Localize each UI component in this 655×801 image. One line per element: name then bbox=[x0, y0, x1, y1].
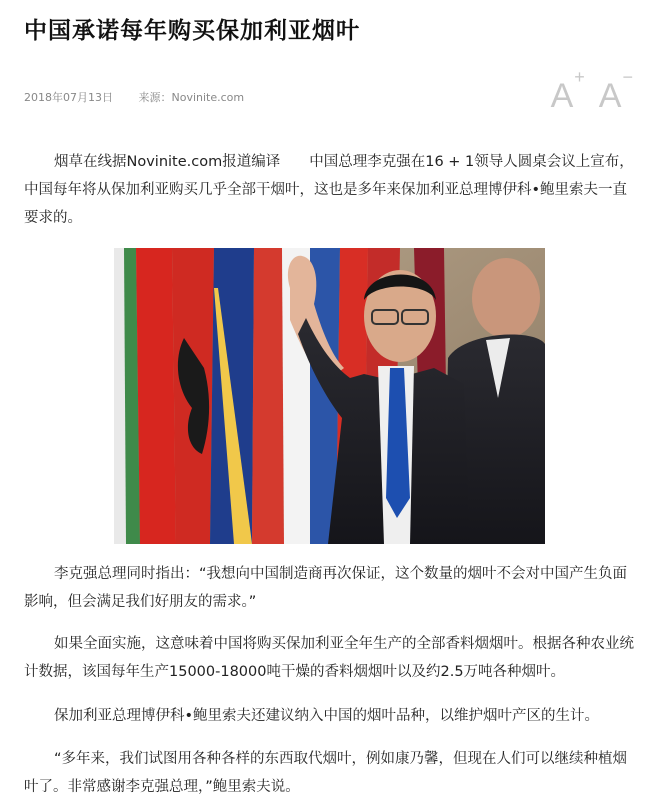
font-size-controls bbox=[550, 66, 633, 115]
article-source: 来源：Novinite.com bbox=[138, 91, 245, 104]
font-decrease-sign: − bbox=[622, 66, 633, 87]
publish-date: 2018年07月13日 bbox=[24, 91, 113, 104]
article-paragraph-4: 保加利亚总理博伊科•鲍里索夫还建议纳入中国的烟叶品种，以维护烟叶产区的生计。 bbox=[54, 708, 600, 724]
article-paragraph-2: 李克强总理同时指出：“我想向中国制造商再次保证，这个数量的烟叶不会对中国产生负面影响，但会满足我们好朋友的需求。” bbox=[24, 566, 628, 610]
article-paragraph-3: 如果全面实施，这意味着中国将购买保加利亚全年生产的全部香料烟烟叶。根据各种农业统计数据，该国每年生产15000-18000吨干燥的香料烟烟叶以及约2.5万吨各种烟叶。 bbox=[24, 636, 634, 680]
font-decrease-button[interactable] bbox=[598, 66, 633, 115]
article-paragraph-5: “多年来，我们试图用各种各样的东西取代烟叶，例如康乃馨，但现在人们可以继续种植烟叶了。非常感谢李克强总理，”鲍里索夫说。 bbox=[24, 751, 628, 795]
font-increase-letter: A bbox=[550, 77, 574, 115]
article-photo bbox=[114, 248, 545, 544]
article-title: 中国承诺每年购买保加利亚烟叶 bbox=[24, 18, 360, 44]
font-decrease-letter: A bbox=[598, 77, 622, 115]
font-increase-button[interactable] bbox=[550, 66, 585, 115]
article-paragraph-1: 烟草在线据Novinite.com报道编译 中国总理李克强在16 + 1领导人圆桌会议上宣布，中国每年将从保加利亚购买几乎全部干烟叶，这也是多年来保加利亚总理博伊科•鲍里索夫一直要求的。 bbox=[24, 154, 634, 226]
article-meta bbox=[24, 89, 266, 105]
font-increase-sign: + bbox=[574, 66, 585, 87]
